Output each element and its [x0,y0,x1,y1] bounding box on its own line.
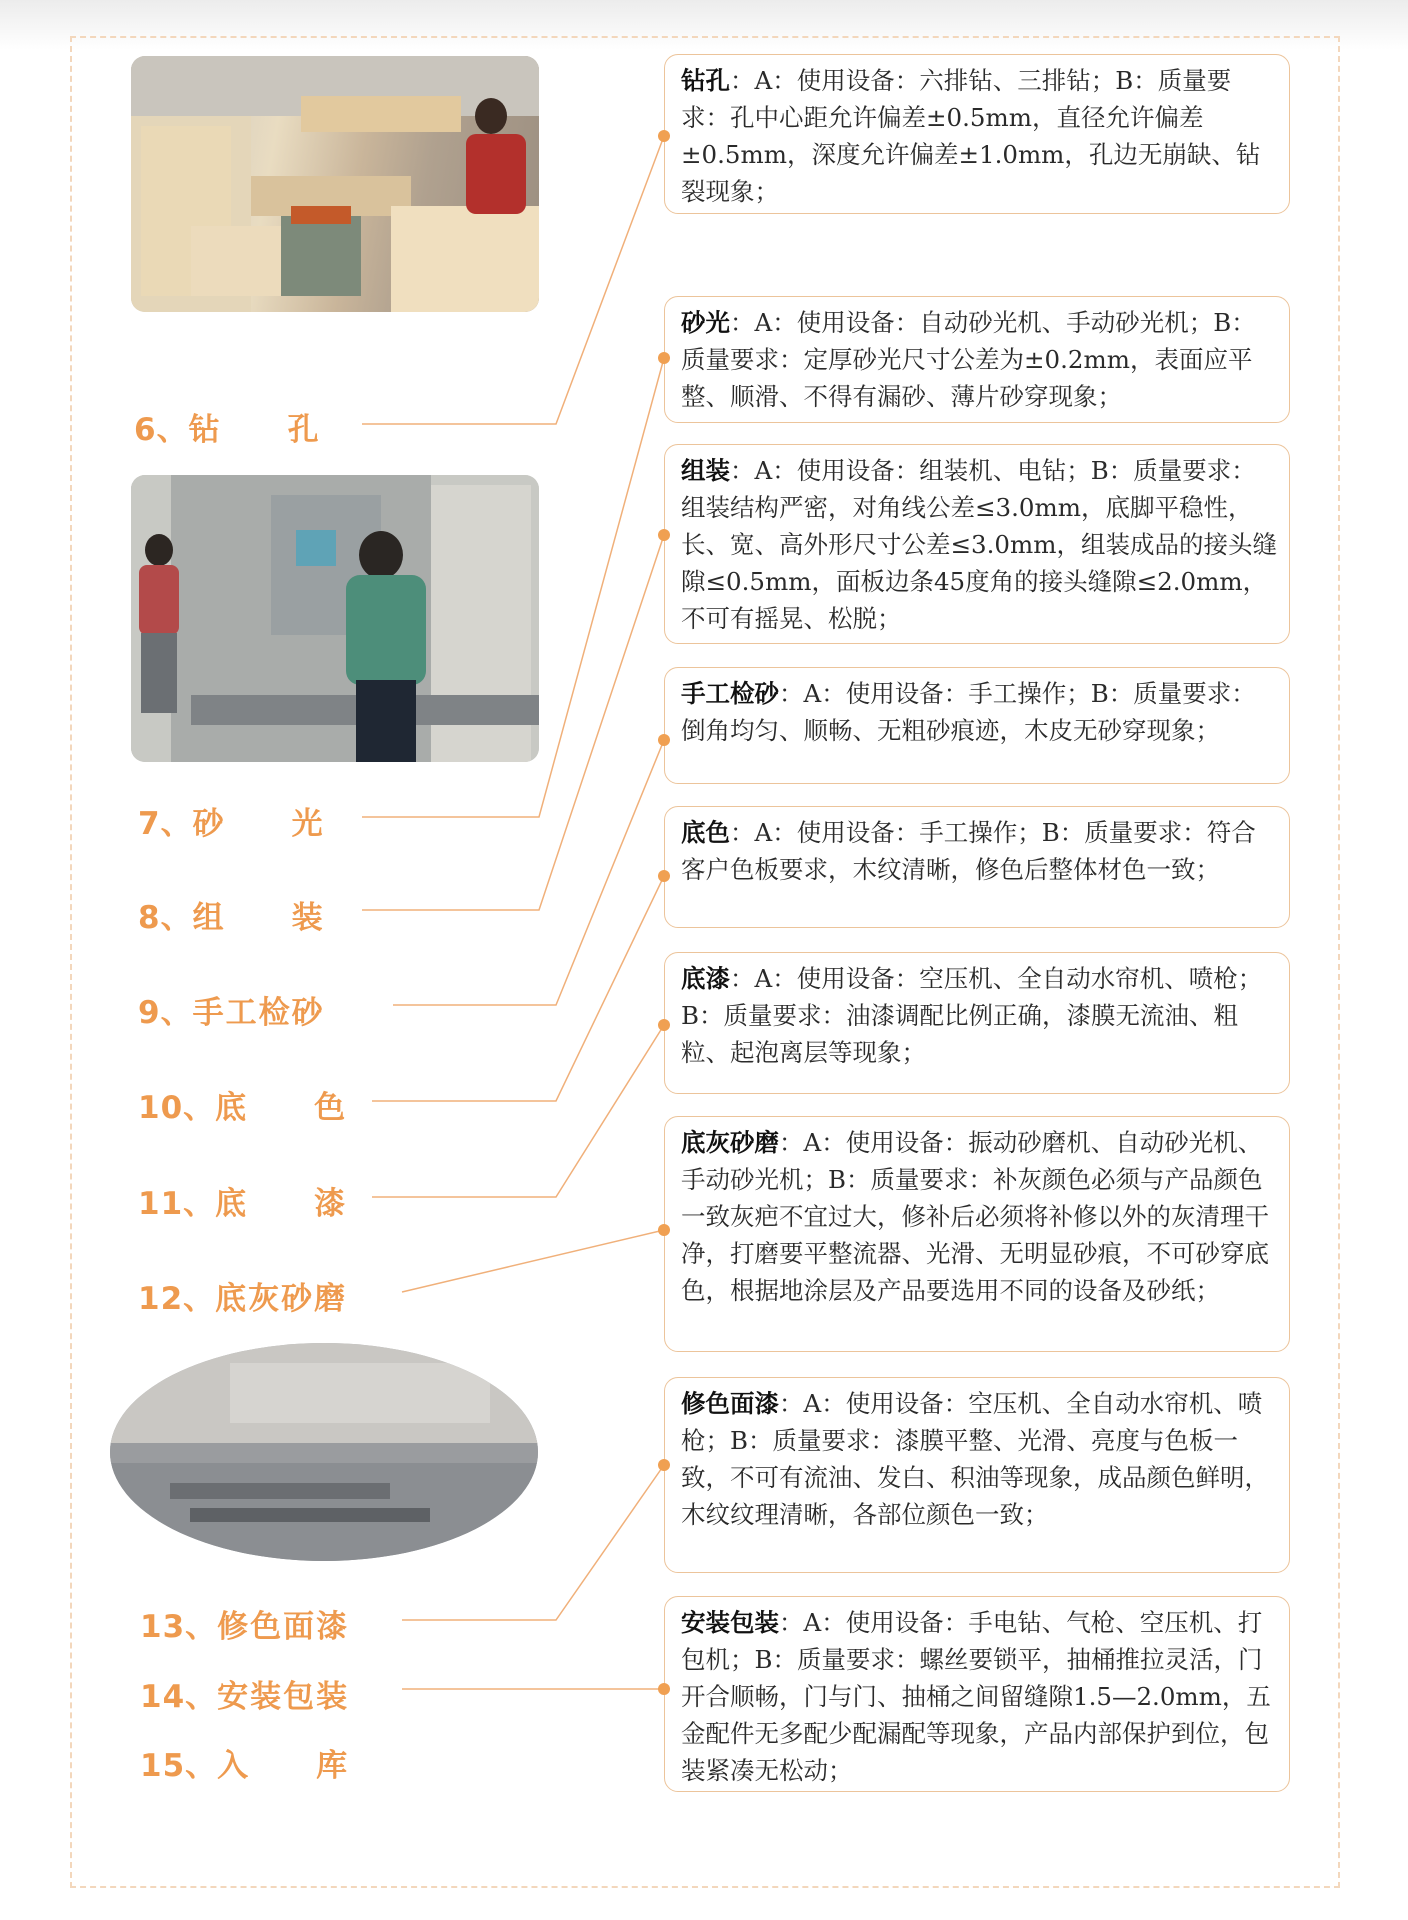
sanding-spec-box: 砂光：A：使用设备：自动砂光机、手动砂光机；B：质量要求：定厚砂光尺寸公差为±0.2mm，表面应平整、顺滑、不得有漏砂、薄片砂穿现象； [664,296,1290,423]
step-label: 13、修色面漆 [140,1609,350,1645]
putty-sanding-spec-box: 底灰砂磨：A：使用设备：振动砂磨机、自动砂光机、手动砂光机；B：质量要求：补灰颜色必须与产品颜色一致灰疤不宜过大，修补后必须将补修以外的灰清理干净，打磨要平整流器、光滑、无明显砂痕，不可砂穿底色，根据地涂层及产品要选用不同的设备及砂纸； [664,1116,1290,1352]
drilling-spec-box: 钻孔：A：使用设备：六排钻、三排钻；B：质量要求：孔中心距允许偏差±0.5mm，直径允许偏差±0.5mm，深度允许偏差±1.0mm，孔边无崩缺、钻裂现象； [664,54,1290,214]
step-label: 15、入 库 [140,1748,350,1784]
connector-dot [658,734,670,746]
topcoat-spec-box: 修色面漆：A：使用设备：空压机、全自动水帘机、喷枪；B：质量要求：漆膜平整、光滑、亮度与色板一致，不可有流油、发白、积油等现象，成品颜色鲜明，木纹纹理清晰，各部位颜色一致； [664,1377,1290,1573]
connector-dot [658,1683,670,1695]
connector-dot [658,1224,670,1236]
step-label: 12、底灰砂磨 [138,1281,348,1317]
connector-dot [658,870,670,882]
step-label: 8、组 装 [138,900,325,936]
step-label: 9、手工检砂 [138,995,325,1031]
connector-dot [658,529,670,541]
connector-dot [658,1019,670,1031]
assembly-spec-box: 组装：A：使用设备：组装机、电钻；B：质量要求：组装结构严密，对角线公差≤3.0mm，底脚平稳性，长、宽、高外形尺寸公差≤3.0mm，组装成品的接头缝隙≤0.5mm，面板边条45度角的接头缝隙≤2.0mm，不可有摇晃、松脱； [664,444,1290,644]
base-color-spec-box: 底色：A：使用设备：手工操作；B：质量要求：符合客户色板要求，木纹清晰，修色后整体材色一致； [664,806,1290,928]
step-label: 7、砂 光 [138,806,325,842]
connector-dot [658,130,670,142]
primer-spec-box: 底漆：A：使用设备：空压机、全自动水帘机、喷枪；B：质量要求：油漆调配比例正确，漆膜无流油、粗粒、起泡离层等现象； [664,952,1290,1094]
step-label: 14、安装包装 [140,1679,350,1715]
assembly-packing-spec-box: 安装包装：A：使用设备：手电钻、气枪、空压机、打包机；B：质量要求：螺丝要锁平，抽桶推拉灵活，门开合顺畅，门与门、抽桶之间留缝隙1.5—2.0mm，五金配件无多配少配漏配等现象，产品内部保护到位，包装紧凑无松动； [664,1596,1290,1792]
connector-dot [658,1459,670,1471]
step-label: 6、钻 孔 [134,412,321,448]
connector-dot [658,352,670,364]
step-label: 10、底 色 [138,1090,348,1126]
manual-sanding-spec-box: 手工检砂：A：使用设备：手工操作；B：质量要求：倒角均匀、顺畅、无粗砂痕迹，木皮无砂穿现象； [664,667,1290,784]
step-label: 11、底 漆 [138,1186,348,1222]
